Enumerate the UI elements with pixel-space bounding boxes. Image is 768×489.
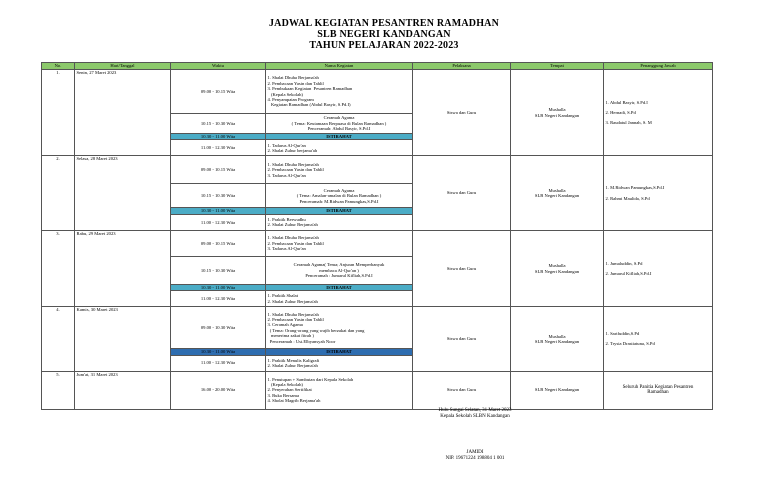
activity-cell: [266, 307, 413, 349]
slot-time: 09.00 - 10.30 Wita: [171, 307, 266, 349]
title-line-1: JADWAL KEGIATAN PESANTREN RAMADHAN: [268, 18, 500, 29]
activity-line: 2. Pembacaan Yasin dan Tahlil: [267, 167, 324, 173]
header-no: No.: [42, 63, 75, 70]
place-cell: [511, 156, 604, 230]
pic-cell: [604, 70, 713, 156]
activity-line: 2. Shalat Zuhur Berjama'ah: [267, 363, 318, 369]
activity-line-centered: membaca Al-Qur'an ): [319, 267, 359, 273]
pic-cell: [604, 307, 713, 371]
day-date: Kamis, 30 Maret 2023: [75, 307, 171, 371]
header-time: Waktu: [171, 63, 266, 70]
activity-cell: [266, 291, 413, 307]
slot-time: 11.00 - 12.30 Wita: [171, 140, 266, 156]
activity-line: 1. Praktik Menulis Kaligrafi: [267, 357, 320, 363]
slot-time: 10.15 - 10.30 Wita: [171, 256, 266, 284]
header-activity: Nama Kegiatan: [266, 63, 413, 70]
participants-cell: Siswa dan Guru: [413, 230, 511, 306]
participants-cell: Siswa dan Guru: [413, 156, 511, 230]
activity-line: 1. Tadarus Al-Qur'an: [267, 142, 306, 148]
activity-cell: [266, 230, 413, 256]
activity-line-centered: Penceramah : Jumarul Kifliah,S.Pd.I: [305, 273, 373, 279]
place-cell: [511, 230, 604, 306]
day-number: 5.: [42, 371, 75, 409]
place-line: Mushalla: [548, 107, 566, 113]
activity-cell: [266, 184, 413, 208]
title-line-3: TAHUN PELAJARAN 2022-2023: [309, 40, 459, 51]
place-line: SLB Negeri Kandangan: [534, 112, 580, 118]
place-line: Mushalla: [548, 187, 566, 193]
table-row: [42, 230, 713, 256]
table-row: [42, 307, 713, 349]
title-line-2: SLB NEGERI KANDANGAN: [317, 29, 451, 40]
slot-time: 09.00 - 10.15 Wita: [171, 70, 266, 114]
signature-nip: NIP. 19671224 198804 1 001: [445, 456, 505, 461]
participants-cell: Siswa dan Guru: [413, 371, 511, 409]
slot-time: 10.30 - 11.00 Wita: [171, 208, 266, 214]
activity-line: 1. Shalat Dhuha Berjama'ah: [267, 235, 319, 241]
slot-time: 10.30 - 11.00 Wita: [171, 134, 266, 140]
header-pic: Penanggung Jawab: [604, 63, 713, 70]
break-label: ISTIRAHAT: [266, 134, 413, 140]
slot-time: 11.00 - 12.30 Wita: [171, 214, 266, 230]
day-number: 1.: [42, 70, 75, 156]
activity-line: 2. Shalat Zuhur Berjama'ah: [267, 222, 318, 228]
slot-time: 10.30 - 11.00 Wita: [171, 284, 266, 290]
slot-time: 09.00 - 10.15 Wita: [171, 156, 266, 184]
activity-line-centered: Penceramah: M.Ridwan Pamungkas,S.Pd.I: [299, 198, 379, 204]
activity-line-centered: Ceramah Agama: [323, 187, 355, 193]
activity-cell: [266, 371, 413, 409]
pic-line: 1. Sarifuddin,S.Pd: [605, 331, 640, 337]
pic-line: 1. Abdul Basyir, S.Pd.I: [605, 99, 648, 105]
activity-line: 3. Pembukaan Kegiatan Pesantren Ramadhan: [267, 86, 353, 92]
table-row: [42, 371, 713, 409]
pic-line: 1. M.Ridwan Pamungkas,S.Pd.I: [605, 185, 665, 191]
activity-line: 3. Tadarus Al-Qur'an: [267, 246, 306, 252]
activity-line-centered: Ceramah Agama: [323, 115, 355, 121]
activity-line: 2. Shalat Zuhur berjama'ah: [267, 147, 318, 153]
place-line: SLB Negeri Kandangan: [534, 268, 580, 274]
pic-line: 1. Jumaluddin, S.Pd: [605, 260, 643, 266]
day-number: 2.: [42, 156, 75, 230]
activity-line: 2. Pembacaan Yasin dan Tahlil: [267, 316, 324, 322]
day-date: Senin, 27 Maret 2023: [75, 70, 171, 156]
slot-time: 10.15 - 10.30 Wita: [171, 114, 266, 134]
table-row: [42, 70, 713, 114]
activity-line: 2. Penyerahan Sertifikat: [267, 387, 312, 393]
header-row: [42, 63, 713, 70]
activity-line-centered: Penceramah: Abdul Basyir, S.Pd.I: [307, 126, 371, 132]
place-line: Mushalla: [548, 333, 566, 339]
activity-line: Penceramah : Ust.Elbyansyah Noor: [267, 338, 336, 344]
header-day: Hari/Tanggal: [75, 63, 171, 70]
pic-line: 2. Jumarul Kifliah,S.Pd.I: [605, 271, 652, 277]
participants-cell: Siswa dan Guru: [413, 70, 511, 156]
activity-cell: [266, 256, 413, 284]
activity-line: (Kepala Sekolah): [267, 382, 303, 388]
day-date: Selasa, 28 Maret 2023: [75, 156, 171, 230]
activity-line: 1. Shalat Dhuha Berjama'ah: [267, 161, 319, 167]
activity-line: 1. Praktik Shalat: [267, 293, 298, 299]
slot-time: 11.00 - 12.30 Wita: [171, 355, 266, 371]
pic-line: 2. Trysia Drastiatuna, S.Pd: [605, 341, 655, 347]
place-cell: [511, 70, 604, 156]
activity-line: ( Tema: Orang-orang yang wajib berzakat dan yang: [267, 327, 365, 333]
activity-cell: [266, 70, 413, 114]
activity-cell: [266, 214, 413, 230]
pic-line: 3. Raudatul Jannah, S. M: [605, 120, 652, 126]
place-cell: [511, 307, 604, 371]
activity-cell: [266, 355, 413, 371]
activity-line: 2. Shalat Zuhur Berjama'ah: [267, 298, 318, 304]
activity-line-centered: Ceramah Agama( Tema; Anjuran Memperbanyak: [293, 262, 385, 268]
activity-line: 1. Shalat Dhuha Berjama'ah: [267, 75, 319, 81]
place-cell: [511, 371, 604, 409]
schedule-body: [42, 70, 713, 410]
signature-place-date: Hulu Sungai Selatan, 31 Maret 2023: [438, 408, 512, 413]
activity-line: Kegiatan Ramadhan (Abdul Basyir, S.Pd.I): [267, 102, 351, 108]
break-label: ISTIRAHAT: [266, 349, 413, 355]
activity-line: 3. Tadarus Al-Qur'an: [267, 172, 306, 178]
slot-time: 10.30 - 11.00 Wita: [171, 349, 266, 355]
signature-position: Kepala Sekolah SLBN Kandangan: [440, 414, 510, 419]
pic-line: 2. Rahmi Maulida, S.Pd: [605, 195, 650, 201]
slot-time: 16.00 - 20.00 Wita: [171, 371, 266, 409]
activity-line: 1. Shalat Dhuha Berjama'ah: [267, 311, 319, 317]
activity-line: 3. Buka Bersama: [267, 392, 300, 398]
pic-cell: [604, 371, 713, 409]
slot-time: 10.15 - 10.30 Wita: [171, 184, 266, 208]
break-label: ISTIRAHAT: [266, 208, 413, 214]
place-line: SLB Negeri Kandangan: [534, 338, 580, 344]
header-place: Tempat: [511, 63, 604, 70]
activity-cell: [266, 114, 413, 134]
activity-line: 1. Praktik Berwudhu: [267, 216, 306, 222]
activity-cell: [266, 140, 413, 156]
day-date: Jum'at, 31 Maret 2023: [75, 371, 171, 409]
break-label: ISTIRAHAT: [266, 284, 413, 290]
day-number: 4.: [42, 307, 75, 371]
pic-line: Seluruh Panitia Kegiatan Pesantren Ramadhan: [622, 384, 694, 396]
signature-name: JAMIDI: [466, 450, 484, 455]
pic-cell: [604, 156, 713, 230]
activity-line: 2. Pembacaan Yasin dan Tahlil: [267, 240, 324, 246]
activity-line: 3. Ceramah Agama: [267, 322, 303, 328]
activity-line: 2. Pembacaan Yasin dan Tahlil: [267, 80, 324, 86]
pic-line: 2. Hernadi, S.Pd: [605, 110, 636, 115]
activity-line: 4. Sholat Magrib Berjama'ah: [267, 398, 321, 404]
slot-time: 09.00 - 10.15 Wita: [171, 230, 266, 256]
activity-line: 4. Penyampaian Program: [267, 96, 314, 102]
activity-line-centered: ( Tema: Keutamaan Berpuasa di Bulan Ramadhan ): [291, 120, 387, 126]
activity-line: (Kepala Sekolah): [267, 91, 303, 97]
place-line: SLB Negeri Kandangan: [534, 193, 580, 199]
day-date: Rabu, 29 Maret 2023: [75, 230, 171, 306]
table-row: [42, 156, 713, 184]
day-number: 3.: [42, 230, 75, 306]
pic-cell: [604, 230, 713, 306]
schedule-table: [41, 62, 713, 410]
header-participants: Pelaksana: [413, 63, 511, 70]
participants-cell: Siswa dan Guru: [413, 307, 511, 371]
slot-time: 11.00 - 12.30 Wita: [171, 291, 266, 307]
place-line: Mushalla: [548, 263, 566, 269]
place-line: SLB Negeri Kandangan: [534, 387, 580, 393]
activity-line: 1. Penutupan + Sambutan dari Kepala Sekolah: [267, 376, 354, 382]
activity-cell: [266, 156, 413, 184]
activity-line: menerima zakat fitrah ): [267, 333, 314, 339]
activity-line-centered: ( Tema: Amalan-amalan di Bulan Ramadhan ): [296, 193, 382, 199]
